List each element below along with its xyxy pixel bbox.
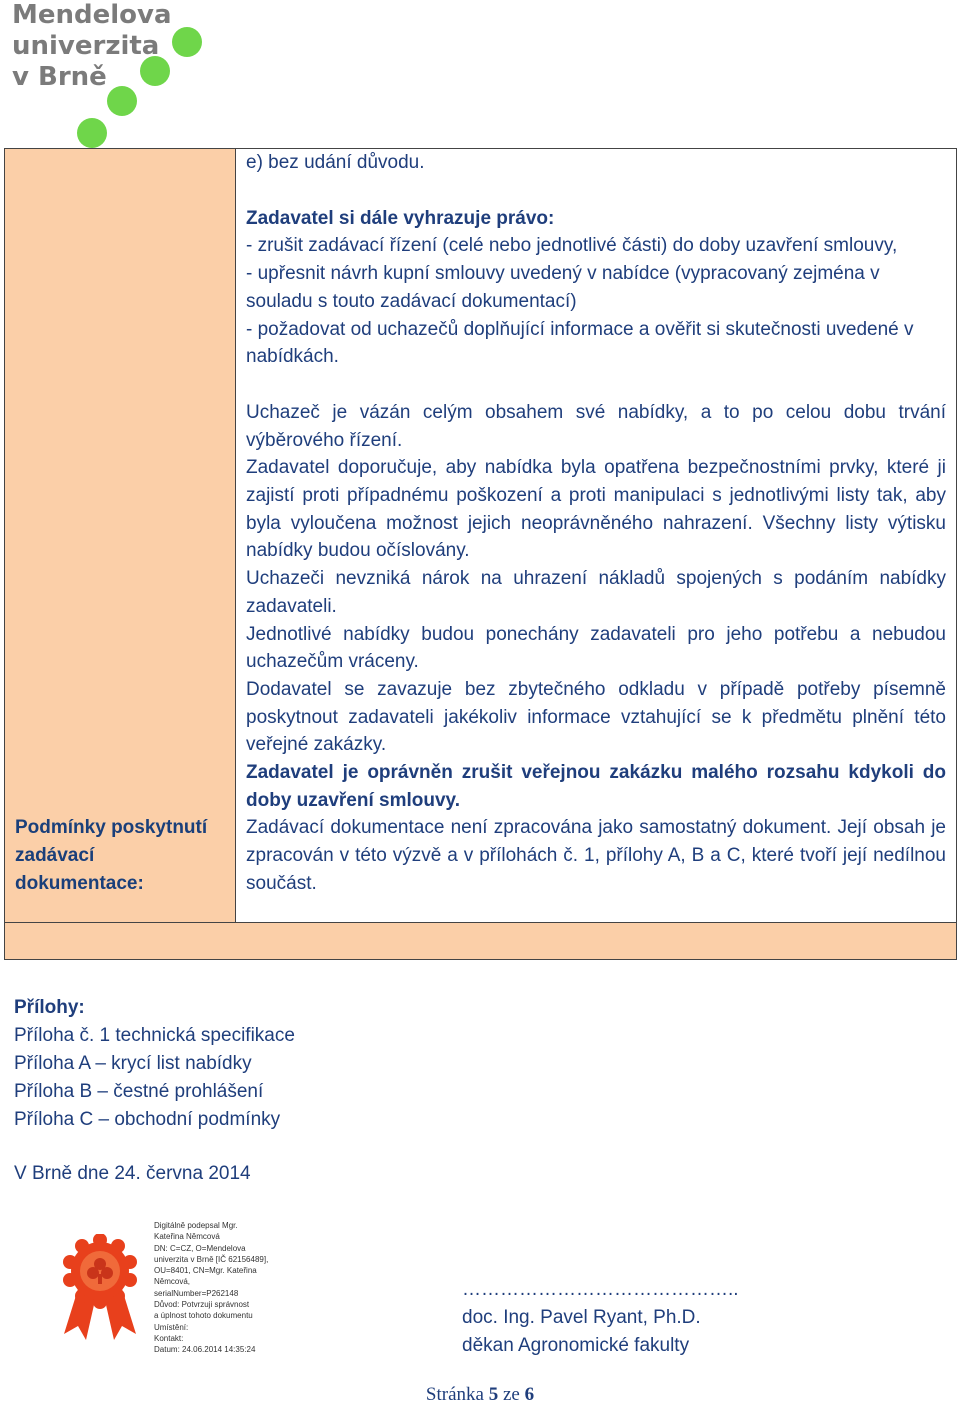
table-row-empty bbox=[5, 922, 957, 959]
reserve-item: - požadovat od uchazečů doplňující informace a ověřit si skutečnosti uvedené v nabídkách. bbox=[246, 318, 914, 368]
signature-dots: …………………………………….. bbox=[462, 1279, 739, 1300]
footer-page-number: 5 bbox=[488, 1384, 499, 1405]
empty-cell bbox=[5, 922, 957, 959]
signature-line: OU=8401, CN=Mgr. Kateřina bbox=[154, 1266, 257, 1276]
line-e: e) bez udání důvodu. bbox=[246, 152, 425, 173]
signature-line: Digitálně podepsal Mgr. bbox=[154, 1221, 238, 1230]
reserve-heading: Zadavatel si dále vyhrazuje právo: bbox=[246, 207, 555, 229]
table-row bbox=[5, 149, 957, 923]
signer-block bbox=[462, 1276, 739, 1360]
conditions-label-cell bbox=[5, 149, 236, 923]
attachment-item: Příloha C – obchodní podmínky bbox=[14, 1109, 281, 1130]
signature-line: Kontakt: bbox=[154, 1333, 184, 1343]
signature-line: serialNumber=P262148 bbox=[154, 1288, 239, 1298]
logo-line-2: univerzita bbox=[12, 31, 160, 61]
signature-line: Datum: 24.06.2014 14:35:24 bbox=[154, 1345, 256, 1355]
signature-line: Němcová, bbox=[154, 1277, 191, 1287]
logo-line-3: v Brně bbox=[12, 62, 107, 92]
paragraph: Jednotlivé nabídky budou ponechány zadavateli pro jeho potřebu a nebudou uchazečům vráceny. bbox=[246, 623, 946, 673]
paragraph: Uchazeči nevzniká nárok na uhrazení nákladů spojených s podáním nabídky zadavateli. bbox=[246, 568, 946, 617]
document-date: V Brně dne 24. června 2014 bbox=[14, 1163, 251, 1184]
attachment-item: Příloha B – čestné prohlášení bbox=[14, 1081, 264, 1102]
footer-page-total: 6 bbox=[524, 1384, 535, 1405]
attachment-item: Příloha A – krycí list nabídky bbox=[14, 1053, 252, 1074]
paragraph: Dodavatel se zavazuje bez zbytečného odkladu v případě potřeby písemně poskytnout zadavateli jakékoliv informace vztahující se k předmětu plnění této veřejné zakázky. bbox=[246, 678, 946, 756]
attachment-item: Příloha č. 1 technická specifikace bbox=[14, 1025, 295, 1046]
digital-signature-info bbox=[154, 1220, 279, 1356]
reserve-item: - upřesnit návrh kupní smlouvy uvedený v nabídce (vypracovaný zejména v souladu s touto zadávací dokumentací) bbox=[246, 263, 880, 312]
signature-line: Kateřina Němcová bbox=[154, 1232, 220, 1242]
conditions-table bbox=[4, 148, 957, 960]
reserve-item: - zrušit zadávací řízení (celé nebo jednotlivé části) do doby uzavření smlouvy, bbox=[246, 235, 898, 257]
signature-line: univerzita v Brně [IČ 62156489], bbox=[154, 1254, 269, 1264]
paragraph: Zadávací dokumentace není zpracována jako samostatný dokument. Její obsah je zpracován v této výzvě a v přílohách č. 1, přílohy A, B a C, které tvoří její nedílnou součást. bbox=[246, 817, 946, 894]
signature-line: a úplnost tohoto dokumentu bbox=[154, 1311, 253, 1321]
signature-seal-icon bbox=[58, 1234, 142, 1344]
signature-line: DN: C=CZ, O=Mendelova bbox=[154, 1243, 246, 1253]
attachments-heading: Přílohy: bbox=[14, 997, 85, 1018]
signature-line: Umístění: bbox=[154, 1322, 189, 1332]
paragraph: Uchazeč je vázán celým obsahem své nabídky, a to po celou dobu trvání výběrového řízení. bbox=[246, 401, 946, 451]
attachments-section bbox=[14, 994, 295, 1134]
signer-name: doc. Ing. Pavel Ryant, Ph.D. bbox=[462, 1307, 701, 1328]
conditions-label: Podmínky poskytnutí zadávací dokumentace: bbox=[15, 816, 208, 894]
page-footer bbox=[0, 1384, 960, 1406]
logo-line-1: Mendelova bbox=[12, 0, 172, 30]
logo-dot bbox=[172, 27, 202, 57]
university-logo bbox=[12, 0, 172, 93]
signature-line: Důvod: Potvrzuji správnost bbox=[154, 1300, 250, 1310]
logo-dot bbox=[77, 118, 107, 148]
footer-middle: ze bbox=[498, 1384, 525, 1405]
signer-title: děkan Agronomické fakulty bbox=[462, 1335, 690, 1356]
paragraph-bold: Zadavatel je oprávněn zrušit veřejnou zakázku malého rozsahu kdykoli do doby uzavření smlouvy. bbox=[246, 762, 946, 811]
footer-prefix: Stránka bbox=[425, 1384, 489, 1405]
conditions-content-cell bbox=[236, 149, 957, 923]
paragraph: Zadavatel doporučuje, aby nabídka byla opatřena bezpečnostními prvky, které ji zajistí proti případnému poškození a proti manipulaci s jednotlivými listy tak, aby byla vyloučena možnost jejich neoprávněného nahrazení. Všechny listy výtisku nabídky budou očíslovány. bbox=[246, 457, 946, 562]
